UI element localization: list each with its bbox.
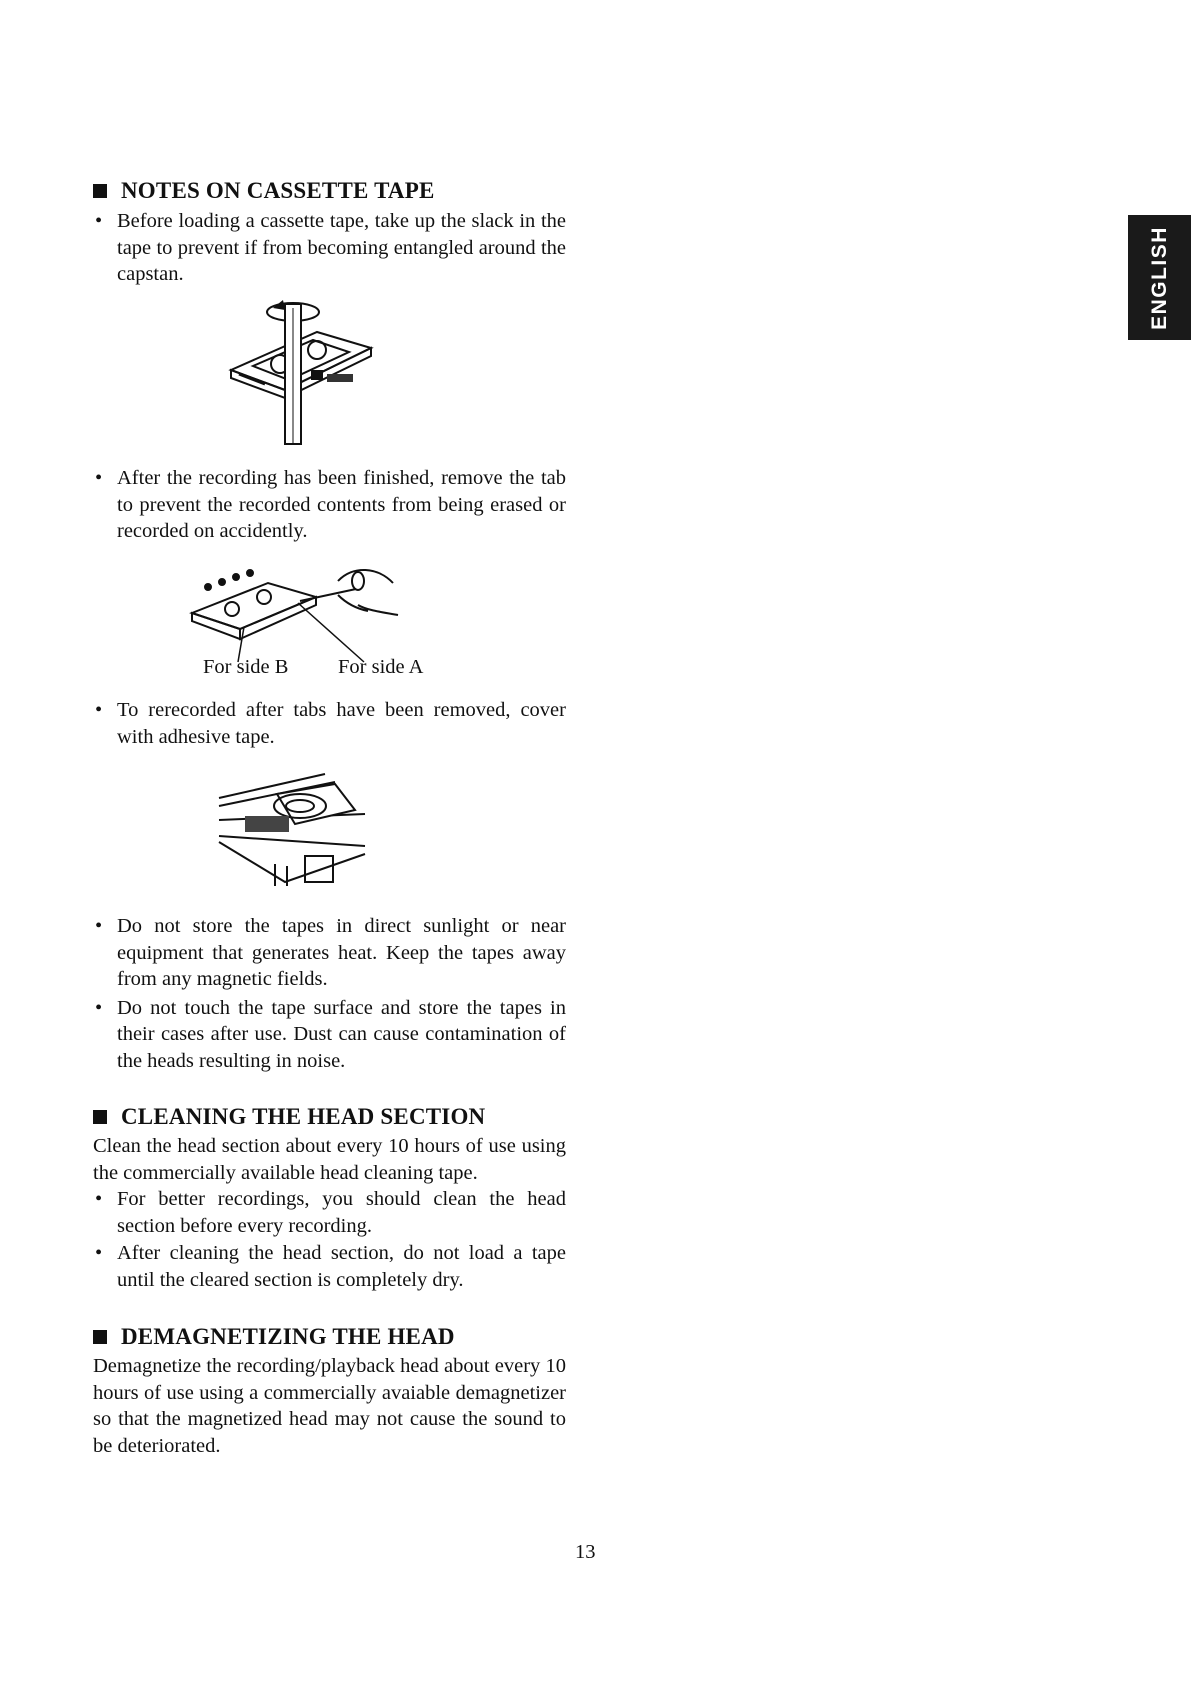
section-square-icon xyxy=(93,184,107,198)
demag-section xyxy=(93,1322,566,1459)
cleaning-section xyxy=(93,1102,566,1293)
notes-heading-text: NOTES ON CASSETTE TAPE xyxy=(121,178,435,203)
caption-side-a: For side A xyxy=(338,656,424,678)
language-tab-label: ENGLISH xyxy=(1147,225,1171,330)
notes-bullet-2-block xyxy=(93,465,566,545)
cleaning-bullet-1: • For better recordings, you should clean the head section before every recording. xyxy=(93,1186,566,1239)
notes-bullet-3-block xyxy=(93,697,566,750)
cleaning-heading xyxy=(93,1102,566,1132)
section-square-icon xyxy=(93,1110,107,1124)
adhesive-tape-illustration xyxy=(215,770,375,890)
language-tab xyxy=(1128,215,1191,340)
notes-section xyxy=(93,176,566,288)
demag-heading xyxy=(93,1322,566,1352)
tab-removal-illustration xyxy=(188,565,418,665)
cleaning-intro: Clean the head section about every 10 hours of use using the commercially available head cleaning tape. xyxy=(93,1135,566,1184)
notes-bullet-1: • Before loading a cassette tape, take up the slack in the tape to prevent if from becoming entangled around the capstan. xyxy=(93,208,566,288)
notes-bullet-5: • Do not touch the tape surface and store the tapes in their cases after use. Dust can cause contamination of the heads resulting in noise. xyxy=(93,995,566,1075)
page-number: 13 xyxy=(575,1541,596,1563)
caption-side-b: For side B xyxy=(203,656,289,678)
notes-bullets-4-5-block xyxy=(93,913,566,1074)
notes-bullet-2: • After the recording has been finished, remove the tab to prevent the recorded contents from being erased or recorded on accidently. xyxy=(93,465,566,545)
cassette-pencil-illustration xyxy=(225,298,375,453)
notes-bullet-4: • Do not store the tapes in direct sunlight or near equipment that generates heat. Keep the tapes away from any magnetic fields. xyxy=(93,913,566,993)
demag-heading-text: DEMAGNETIZING THE HEAD xyxy=(121,1324,455,1349)
section-square-icon xyxy=(93,1330,107,1344)
notes-bullet-3: • To rerecorded after tabs have been removed, cover with adhesive tape. xyxy=(93,697,566,750)
notes-heading xyxy=(93,176,566,206)
cleaning-heading-text: CLEANING THE HEAD SECTION xyxy=(121,1104,486,1129)
cleaning-bullet-2: • After cleaning the head section, do not load a tape until the cleared section is completely dry. xyxy=(93,1240,566,1293)
demag-text: Demagnetize the recording/playback head about every 10 hours of use using a commercially avaiable demagnetizer so that the magnetized head may not cause the sound to be deteriorated. xyxy=(93,1355,566,1457)
